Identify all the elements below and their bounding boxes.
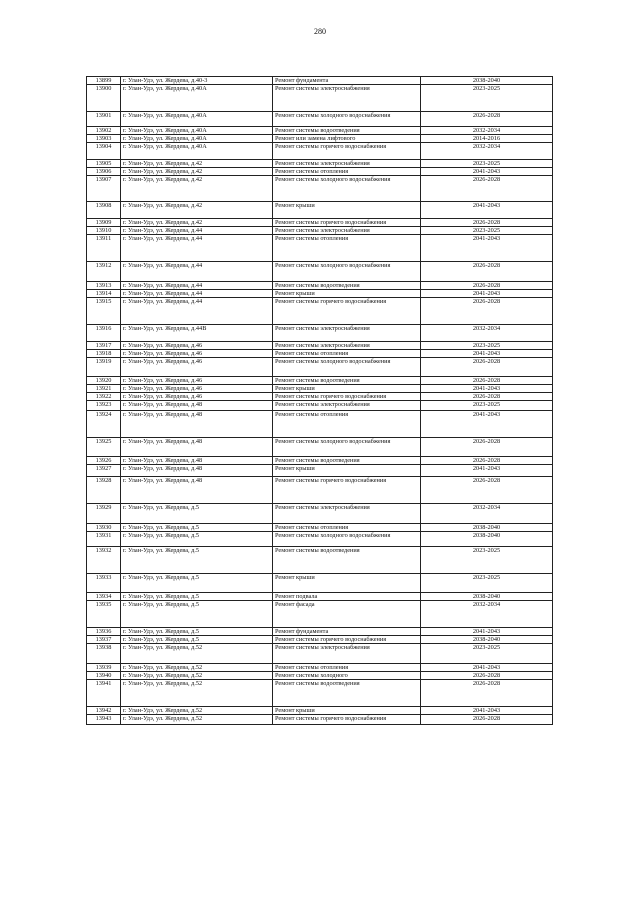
table-row (87, 664, 553, 672)
period-cell: 2038-2040 (421, 593, 553, 601)
table-row (87, 202, 553, 219)
work-type-cell: Ремонт системы горячего водоснабжения (273, 715, 421, 725)
address-cell: г. Улан-Удэ, ул. Жердева, д.44 (121, 290, 273, 298)
table-row (87, 350, 553, 358)
table-row (87, 477, 553, 504)
address-cell: г. Улан-Удэ, ул. Жердева, д.5 (121, 636, 273, 644)
period-cell: 2026-2028 (421, 438, 553, 457)
table-row (87, 636, 553, 644)
table-row (87, 715, 553, 725)
address-cell: г. Улан-Удэ, ул. Жердева, д.52 (121, 644, 273, 664)
address-cell: г. Улан-Удэ, ул. Жердева, д.42 (121, 176, 273, 202)
work-type-cell: Ремонт системы водоотведения (273, 547, 421, 574)
table-row (87, 385, 553, 393)
row-number-cell: 13933 (87, 574, 121, 593)
table-row (87, 342, 553, 350)
row-number-cell: 13920 (87, 377, 121, 385)
work-type-cell: Ремонт системы водоотведения (273, 457, 421, 465)
period-cell: 2026-2028 (421, 377, 553, 385)
work-type-cell: Ремонт системы отопления (273, 411, 421, 438)
row-number-cell: 13939 (87, 664, 121, 672)
table-row (87, 401, 553, 411)
period-cell: 2023-2025 (421, 547, 553, 574)
period-cell: 2026-2028 (421, 112, 553, 127)
row-number-cell: 13919 (87, 358, 121, 377)
table-row (87, 127, 553, 135)
table-row (87, 707, 553, 715)
row-number-cell: 13930 (87, 524, 121, 532)
work-type-cell: Ремонт системы водоотведения (273, 282, 421, 290)
period-cell: 2026-2028 (421, 457, 553, 465)
work-type-cell: Ремонт системы отопления (273, 350, 421, 358)
period-cell: 2032-2034 (421, 127, 553, 135)
table-row (87, 672, 553, 680)
period-cell: 2026-2028 (421, 680, 553, 707)
work-type-cell: Ремонт системы электроснабжения (273, 504, 421, 524)
table-row (87, 680, 553, 707)
row-number-cell: 13909 (87, 219, 121, 227)
address-cell: г. Улан-Удэ, ул. Жердева, д.40-3 (121, 77, 273, 85)
row-number-cell: 13902 (87, 127, 121, 135)
row-number-cell: 13935 (87, 601, 121, 628)
row-number-cell: 13943 (87, 715, 121, 725)
row-number-cell: 13913 (87, 282, 121, 290)
table-row (87, 524, 553, 532)
table-row (87, 574, 553, 593)
address-cell: г. Улан-Удэ, ул. Жердева, д.52 (121, 715, 273, 725)
row-number-cell: 13936 (87, 628, 121, 636)
row-number-cell: 13925 (87, 438, 121, 457)
work-type-cell: Ремонт крыши (273, 707, 421, 715)
address-cell: г. Улан-Удэ, ул. Жердева, д.5 (121, 601, 273, 628)
address-cell: г. Улан-Удэ, ул. Жердева, д.5 (121, 593, 273, 601)
period-cell: 2041-2043 (421, 202, 553, 219)
address-cell: г. Улан-Удэ, ул. Жердева, д.48 (121, 438, 273, 457)
work-type-cell: Ремонт крыши (273, 290, 421, 298)
period-cell: 2023-2025 (421, 160, 553, 168)
table-row (87, 85, 553, 112)
work-type-cell: Ремонт крыши (273, 465, 421, 477)
address-cell: г. Улан-Удэ, ул. Жердева, д.48 (121, 457, 273, 465)
work-type-cell: Ремонт системы отопления (273, 664, 421, 672)
address-cell: г. Улан-Удэ, ул. Жердева, д.44 (121, 298, 273, 325)
period-cell: 2032-2034 (421, 325, 553, 342)
table-row (87, 465, 553, 477)
address-cell: г. Улан-Удэ, ул. Жердева, д.40А (121, 127, 273, 135)
period-cell: 2026-2028 (421, 219, 553, 227)
period-cell: 2026-2028 (421, 358, 553, 377)
table-row (87, 628, 553, 636)
repair-schedule-table (86, 76, 553, 725)
work-type-cell: Ремонт системы электроснабжения (273, 85, 421, 112)
row-number-cell: 13926 (87, 457, 121, 465)
table-row (87, 235, 553, 262)
work-type-cell: Ремонт системы холодного водоснабжения (273, 112, 421, 127)
table-row (87, 143, 553, 160)
address-cell: г. Улан-Удэ, ул. Жердева, д.52 (121, 707, 273, 715)
address-cell: г. Улан-Удэ, ул. Жердева, д.5 (121, 547, 273, 574)
work-type-cell: Ремонт системы холодного водоснабжения (273, 262, 421, 282)
table-row (87, 457, 553, 465)
work-type-cell: Ремонт крыши (273, 202, 421, 219)
period-cell: 2038-2040 (421, 524, 553, 532)
row-number-cell: 13937 (87, 636, 121, 644)
table-row (87, 358, 553, 377)
period-cell: 2041-2043 (421, 350, 553, 358)
address-cell: г. Улан-Удэ, ул. Жердева, д.42 (121, 160, 273, 168)
row-number-cell: 13917 (87, 342, 121, 350)
table-row (87, 176, 553, 202)
period-cell: 2023-2025 (421, 644, 553, 664)
row-number-cell: 13916 (87, 325, 121, 342)
address-cell: г. Улан-Удэ, ул. Жердева, д.44 (121, 282, 273, 290)
row-number-cell: 13924 (87, 411, 121, 438)
period-cell: 2041-2043 (421, 168, 553, 176)
work-type-cell: Ремонт системы водоотведения (273, 680, 421, 707)
address-cell: г. Улан-Удэ, ул. Жердева, д.46 (121, 393, 273, 401)
period-cell: 2038-2040 (421, 532, 553, 547)
address-cell: г. Улан-Удэ, ул. Жердева, д.46 (121, 342, 273, 350)
row-number-cell: 13914 (87, 290, 121, 298)
work-type-cell: Ремонт системы холодного водоснабжения (273, 358, 421, 377)
work-type-cell: Ремонт системы электроснабжения (273, 401, 421, 411)
work-type-cell: Ремонт системы холодного водоснабжения (273, 438, 421, 457)
table-row (87, 547, 553, 574)
table-body (87, 77, 553, 725)
address-cell: г. Улан-Удэ, ул. Жердева, д.48 (121, 477, 273, 504)
work-type-cell: Ремонт системы отопления (273, 168, 421, 176)
row-number-cell: 13907 (87, 176, 121, 202)
table-row (87, 644, 553, 664)
row-number-cell: 13932 (87, 547, 121, 574)
period-cell: 2041-2043 (421, 628, 553, 636)
table-row (87, 227, 553, 235)
work-type-cell: Ремонт системы горячего водоснабжения (273, 219, 421, 227)
work-type-cell: Ремонт системы электроснабжения (273, 160, 421, 168)
row-number-cell: 13922 (87, 393, 121, 401)
work-type-cell: Ремонт системы горячего водоснабжения (273, 477, 421, 504)
work-type-cell: Ремонт крыши (273, 574, 421, 593)
address-cell: г. Улан-Удэ, ул. Жердева, д.46 (121, 377, 273, 385)
work-type-cell: Ремонт системы горячего водоснабжения (273, 143, 421, 160)
address-cell: г. Улан-Удэ, ул. Жердева, д.52 (121, 664, 273, 672)
row-number-cell: 13934 (87, 593, 121, 601)
row-number-cell: 13929 (87, 504, 121, 524)
table-row (87, 411, 553, 438)
address-cell: г. Улан-Удэ, ул. Жердева, д.44 (121, 235, 273, 262)
address-cell: г. Улан-Удэ, ул. Жердева, д.42 (121, 168, 273, 176)
row-number-cell: 13927 (87, 465, 121, 477)
row-number-cell: 13912 (87, 262, 121, 282)
address-cell: г. Улан-Удэ, ул. Жердева, д.48 (121, 411, 273, 438)
page-number: 280 (314, 27, 326, 36)
row-number-cell: 13941 (87, 680, 121, 707)
address-cell: г. Улан-Удэ, ул. Жердева, д.40А (121, 143, 273, 160)
address-cell: г. Улан-Удэ, ул. Жердева, д.46 (121, 358, 273, 377)
address-cell: г. Улан-Удэ, ул. Жердева, д.44 (121, 227, 273, 235)
work-type-cell: Ремонт системы электроснабжения (273, 227, 421, 235)
row-number-cell: 13931 (87, 532, 121, 547)
address-cell: г. Улан-Удэ, ул. Жердева, д.46 (121, 350, 273, 358)
table-row (87, 532, 553, 547)
period-cell: 2038-2040 (421, 636, 553, 644)
table-row (87, 377, 553, 385)
period-cell: 2032-2034 (421, 504, 553, 524)
work-type-cell: Ремонт системы холодного (273, 672, 421, 680)
period-cell: 2026-2028 (421, 393, 553, 401)
table-row (87, 112, 553, 127)
period-cell: 2026-2028 (421, 672, 553, 680)
table-row (87, 219, 553, 227)
table-row (87, 168, 553, 176)
work-type-cell: Ремонт или замена лифтового (273, 135, 421, 143)
row-number-cell: 13908 (87, 202, 121, 219)
row-number-cell: 13938 (87, 644, 121, 664)
row-number-cell: 13928 (87, 477, 121, 504)
address-cell: г. Улан-Удэ, ул. Жердева, д.42 (121, 219, 273, 227)
period-cell: 2041-2043 (421, 664, 553, 672)
table-row (87, 160, 553, 168)
row-number-cell: 13918 (87, 350, 121, 358)
table-row (87, 290, 553, 298)
row-number-cell: 13915 (87, 298, 121, 325)
row-number-cell: 13923 (87, 401, 121, 411)
work-type-cell: Ремонт системы электроснабжения (273, 644, 421, 664)
table-row (87, 593, 553, 601)
address-cell: г. Улан-Удэ, ул. Жердева, д.40А (121, 85, 273, 112)
period-cell: 2026-2028 (421, 282, 553, 290)
period-cell: 2023-2025 (421, 227, 553, 235)
address-cell: г. Улан-Удэ, ул. Жердева, д.44 (121, 262, 273, 282)
work-type-cell: Ремонт системы горячего водоснабжения (273, 393, 421, 401)
address-cell: г. Улан-Удэ, ул. Жердева, д.40А (121, 135, 273, 143)
work-type-cell: Ремонт системы холодного водоснабжения (273, 176, 421, 202)
period-cell: 2026-2028 (421, 262, 553, 282)
table-row (87, 325, 553, 342)
table-row (87, 77, 553, 85)
period-cell: 2041-2043 (421, 707, 553, 715)
period-cell: 2041-2043 (421, 235, 553, 262)
table-row (87, 601, 553, 628)
table-row (87, 438, 553, 457)
period-cell: 2041-2043 (421, 411, 553, 438)
period-cell: 2032-2034 (421, 143, 553, 160)
period-cell: 2038-2040 (421, 77, 553, 85)
address-cell: г. Улан-Удэ, ул. Жердева, д.42 (121, 202, 273, 219)
period-cell: 2023-2025 (421, 574, 553, 593)
row-number-cell: 13905 (87, 160, 121, 168)
address-cell: г. Улан-Удэ, ул. Жердева, д.5 (121, 524, 273, 532)
row-number-cell: 13904 (87, 143, 121, 160)
work-type-cell: Ремонт крыши (273, 385, 421, 393)
period-cell: 2041-2043 (421, 290, 553, 298)
work-type-cell: Ремонт системы отопления (273, 235, 421, 262)
row-number-cell: 13942 (87, 707, 121, 715)
row-number-cell: 13910 (87, 227, 121, 235)
table-row (87, 282, 553, 290)
work-type-cell: Ремонт системы водоотведения (273, 127, 421, 135)
row-number-cell: 13903 (87, 135, 121, 143)
period-cell: 2026-2028 (421, 176, 553, 202)
address-cell: г. Улан-Удэ, ул. Жердева, д.52 (121, 680, 273, 707)
address-cell: г. Улан-Удэ, ул. Жердева, д.5 (121, 628, 273, 636)
period-cell: 2041-2043 (421, 465, 553, 477)
work-type-cell: Ремонт системы электроснабжения (273, 325, 421, 342)
table-row (87, 135, 553, 143)
period-cell: 2014-2016 (421, 135, 553, 143)
row-number-cell: 13901 (87, 112, 121, 127)
work-type-cell: Ремонт системы отопления (273, 524, 421, 532)
row-number-cell: 13940 (87, 672, 121, 680)
address-cell: г. Улан-Удэ, ул. Жердева, д.52 (121, 672, 273, 680)
address-cell: г. Улан-Удэ, ул. Жердева, д.46 (121, 385, 273, 393)
work-type-cell: Ремонт системы горячего водоснабжения (273, 636, 421, 644)
work-type-cell: Ремонт подвала (273, 593, 421, 601)
period-cell: 2041-2043 (421, 385, 553, 393)
address-cell: г. Улан-Удэ, ул. Жердева, д.48 (121, 465, 273, 477)
row-number-cell: 13900 (87, 85, 121, 112)
work-type-cell: Ремонт фундамента (273, 77, 421, 85)
work-type-cell: Ремонт фасада (273, 601, 421, 628)
work-type-cell: Ремонт системы водоотведения (273, 377, 421, 385)
table-row (87, 298, 553, 325)
work-type-cell: Ремонт фундамента (273, 628, 421, 636)
address-cell: г. Улан-Удэ, ул. Жердева, д.48 (121, 401, 273, 411)
period-cell: 2026-2028 (421, 477, 553, 504)
work-type-cell: Ремонт системы горячего водоснабжения (273, 298, 421, 325)
period-cell: 2023-2025 (421, 85, 553, 112)
work-type-cell: Ремонт системы холодного водоснабжения (273, 532, 421, 547)
row-number-cell: 13906 (87, 168, 121, 176)
work-type-cell: Ремонт системы электроснабжения (273, 342, 421, 350)
table-row (87, 393, 553, 401)
table-row (87, 262, 553, 282)
address-cell: г. Улан-Удэ, ул. Жердева, д.5 (121, 532, 273, 547)
row-number-cell: 13911 (87, 235, 121, 262)
table-row (87, 504, 553, 524)
address-cell: г. Улан-Удэ, ул. Жердева, д.44В (121, 325, 273, 342)
period-cell: 2026-2028 (421, 298, 553, 325)
period-cell: 2023-2025 (421, 401, 553, 411)
address-cell: г. Улан-Удэ, ул. Жердева, д.5 (121, 504, 273, 524)
address-cell: г. Улан-Удэ, ул. Жердева, д.40А (121, 112, 273, 127)
period-cell: 2026-2028 (421, 715, 553, 725)
period-cell: 2032-2034 (421, 601, 553, 628)
row-number-cell: 13921 (87, 385, 121, 393)
period-cell: 2023-2025 (421, 342, 553, 350)
row-number-cell: 13899 (87, 77, 121, 85)
address-cell: г. Улан-Удэ, ул. Жердева, д.5 (121, 574, 273, 593)
